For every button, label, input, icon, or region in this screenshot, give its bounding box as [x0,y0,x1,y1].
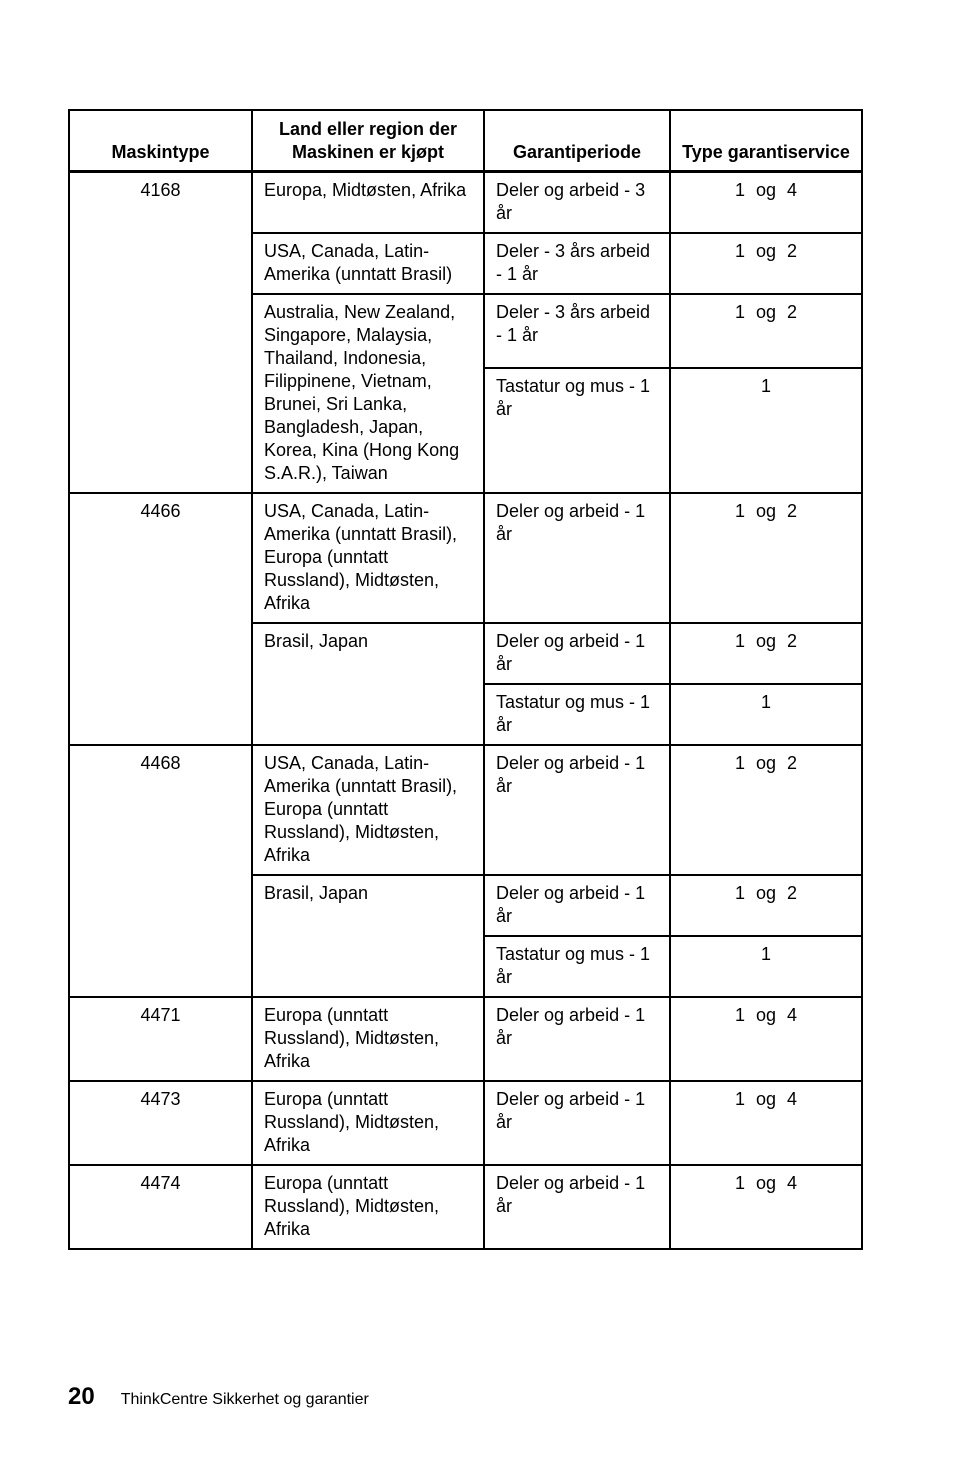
warranty-period-cell: Deler - 3 års arbeid - 1 år [484,294,670,368]
country-cell: Brasil, Japan [252,875,484,997]
service-type-cell: 1 og 4 [670,172,862,234]
service-type-cell: 1 og 2 [670,493,862,623]
country-cell: USA, Canada, Latin-Amerika (unntatt Brasil) [252,233,484,294]
warranty-period-cell: Deler og arbeid - 1 år [484,493,670,623]
warranty-period-cell: Deler og arbeid - 3 år [484,172,670,234]
warranty-period-cell: Deler og arbeid - 1 år [484,997,670,1081]
service-type-cell: 1 og 2 [670,623,862,684]
warranty-period-cell: Deler og arbeid - 1 år [484,745,670,875]
table-row [69,1081,862,1165]
country-cell: Brasil, Japan [252,623,484,745]
country-cell: USA, Canada, Latin-Amerika (unntatt Brasil), Europa (unntatt Russland), Midtøsten, Afrika [252,745,484,875]
country-cell: USA, Canada, Latin-Amerika (unntatt Brasil), Europa (unntatt Russland), Midtøsten, Afrika [252,493,484,623]
table-header-row [69,110,862,172]
table-row [69,745,862,875]
header-machine-type: Maskintype [69,110,252,172]
header-service-type: Type garantiservice [670,110,862,172]
service-type-cell: 1 og 2 [670,294,862,368]
footer-title: ThinkCentre Sikkerhet og garantier [120,1391,369,1408]
service-type-cell: 1 og 2 [670,233,862,294]
service-type-cell: 1 [670,684,862,745]
service-type-cell: 1 og 4 [670,997,862,1081]
machine-type-cell: 4168 [69,172,252,494]
table-row [69,172,862,234]
warranty-period-cell: Tastatur og mus - 1 år [484,684,670,745]
warranty-period-cell: Deler og arbeid - 1 år [484,1081,670,1165]
warranty-period-cell: Tastatur og mus - 1 år [484,368,670,493]
page-footer [68,1383,369,1415]
warranty-period-cell: Tastatur og mus - 1 år [484,936,670,997]
country-cell: Europa (unntatt Russland), Midtøsten, Afrika [252,997,484,1081]
page-number: 20 [68,1383,95,1410]
service-type-cell: 1 og 2 [670,745,862,875]
machine-type-cell: 4468 [69,745,252,997]
warranty-period-cell: Deler - 3 års arbeid - 1 år [484,233,670,294]
header-country: Land eller region der Maskinen er kjøpt [252,110,484,172]
country-cell: Europa (unntatt Russland), Midtøsten, Afrika [252,1081,484,1165]
machine-type-cell: 4471 [69,997,252,1081]
table-row [69,493,862,623]
service-type-cell: 1 og 2 [670,875,862,936]
warranty-period-cell: Deler og arbeid - 1 år [484,875,670,936]
table-row [69,997,862,1081]
table-row [69,1165,862,1249]
service-type-cell: 1 [670,368,862,493]
header-warranty-period: Garantiperiode [484,110,670,172]
warranty-period-cell: Deler og arbeid - 1 år [484,1165,670,1249]
warranty-period-cell: Deler og arbeid - 1 år [484,623,670,684]
machine-type-cell: 4466 [69,493,252,745]
country-cell: Europa, Midtøsten, Afrika [252,172,484,234]
service-type-cell: 1 og 4 [670,1165,862,1249]
service-type-cell: 1 og 4 [670,1081,862,1165]
machine-type-cell: 4473 [69,1081,252,1165]
country-cell: Europa (unntatt Russland), Midtøsten, Afrika [252,1165,484,1249]
machine-type-cell: 4474 [69,1165,252,1249]
warranty-table [68,109,863,1250]
country-cell: Australia, New Zealand, Singapore, Malaysia, Thailand, Indonesia, Filippinene, Vietnam, Brunei, Sri Lanka, Bangladesh, Japan, Korea, Kina (Hong Kong S.A.R.), Taiwan [252,294,484,493]
service-type-cell: 1 [670,936,862,997]
